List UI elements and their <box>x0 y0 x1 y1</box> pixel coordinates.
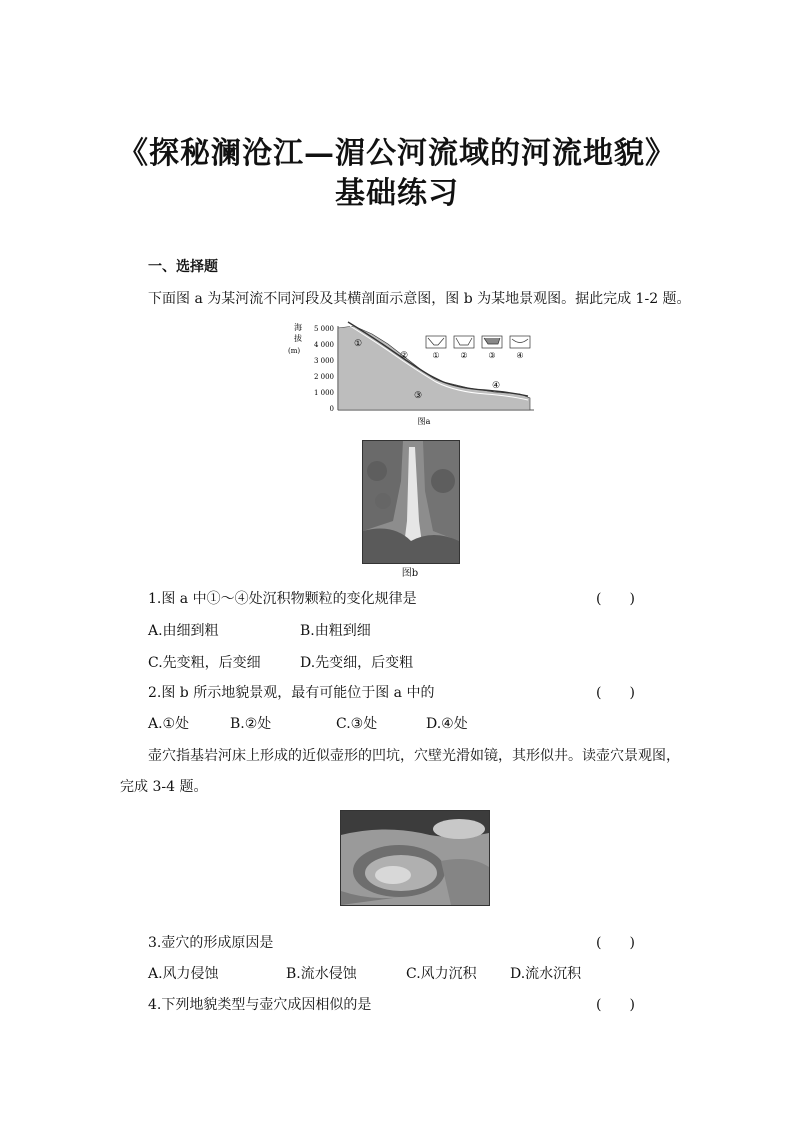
y-axis-label-2: 拔 <box>294 334 302 343</box>
option-3c[interactable]: C.风力沉积 <box>406 966 477 982</box>
section-marker: ④ <box>492 381 501 391</box>
intro-paragraph-2-line1: 壶穴指基岩河床上形成的近似壶形的凹坑，穴壁光滑如镜，其形似井。读壶穴景观图， <box>148 748 680 764</box>
terrain-profile <box>338 326 530 410</box>
question-2-stem: 2.图 b 所示地貌景观，最有可能位于图 a 中的 <box>148 685 435 701</box>
intro-paragraph-2-line2: 完成 3-4 题。 <box>120 779 208 795</box>
answer-blank-2[interactable]: ( ) <box>596 685 635 701</box>
y-axis-unit: (m) <box>288 347 301 355</box>
option-1a[interactable]: A.由细到粗 <box>148 623 219 639</box>
y-axis-label-1: 海 <box>294 323 302 332</box>
section-heading: 一、选择题 <box>148 259 218 275</box>
section-marker: ① <box>354 339 363 349</box>
y-tick: 3 000 <box>313 357 334 365</box>
y-tick: 2 000 <box>313 373 334 381</box>
option-2b[interactable]: B.②处 <box>230 716 272 732</box>
answer-blank-1[interactable]: ( ) <box>596 591 635 607</box>
option-2d[interactable]: D.④处 <box>426 716 468 732</box>
figure-a <box>284 318 554 430</box>
figure-a-caption: 图a <box>417 417 431 426</box>
question-4-stem: 4.下列地貌类型与壶穴成因相似的是 <box>148 997 372 1013</box>
option-3b[interactable]: B.流水侵蚀 <box>286 966 357 982</box>
y-tick: 4 000 <box>313 341 334 349</box>
y-tick: 5 000 <box>313 325 334 333</box>
page-subtitle: 基础练习 <box>335 176 459 211</box>
y-tick: 1 000 <box>313 389 334 397</box>
option-1d[interactable]: D.先变细，后变粗 <box>300 655 414 671</box>
option-2c[interactable]: C.③处 <box>336 716 378 732</box>
section-marker: ② <box>400 351 409 361</box>
cross-sections <box>426 336 530 348</box>
cross-section-label: ③ <box>488 351 496 360</box>
answer-blank-4[interactable]: ( ) <box>596 997 635 1013</box>
option-2a[interactable]: A.①处 <box>148 716 190 732</box>
question-1-stem: 1.图 a 中①～④处沉积物颗粒的变化规律是 <box>148 591 417 607</box>
page-title: 《探秘澜沧江—湄公河流域的河流地貌》 <box>118 136 676 171</box>
cross-section-label: ② <box>460 351 468 360</box>
pothole-photo <box>340 810 490 906</box>
option-3d[interactable]: D.流水沉积 <box>510 966 582 982</box>
cross-section-label: ④ <box>516 351 524 360</box>
option-3a[interactable]: A.风力侵蚀 <box>148 966 219 982</box>
option-1c[interactable]: C.先变粗，后变细 <box>148 655 261 671</box>
option-1b[interactable]: B.由粗到细 <box>300 623 371 639</box>
intro-paragraph: 下面图 a 为某河流不同河段及其横剖面示意图，图 b 为某地景观图。据此完成 1-2 题。 <box>148 291 691 307</box>
cross-section-label: ① <box>432 351 440 360</box>
section-marker: ③ <box>414 391 423 401</box>
question-3-stem: 3.壶穴的形成原因是 <box>148 935 274 951</box>
figure-b-caption: 图b <box>401 568 419 579</box>
answer-blank-3[interactable]: ( ) <box>596 935 635 951</box>
y-tick: 0 <box>329 405 334 413</box>
figure-b-photo <box>362 440 460 564</box>
